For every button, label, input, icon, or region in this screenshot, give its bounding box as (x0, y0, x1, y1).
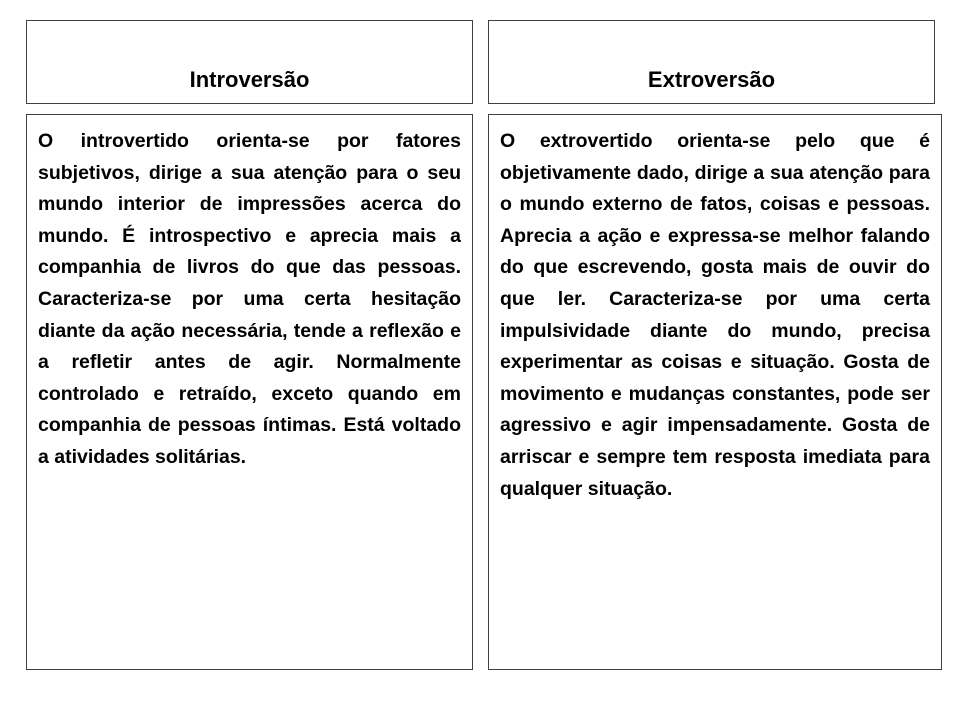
introversion-title: Introversão (189, 67, 310, 92)
extroversion-description: O extrovertido orienta-se pelo que é objetivamente dado, dirige a sua atenção para o mundo externo de fatos, coisas e pessoas. Aprecia a ação e expressa-se melhor falando do que escrevendo, gosta mais de ouvir do que ler. Caracteriza-se por uma certa impulsividade diante do mundo, precisa experimentar as coisas e situação. Gosta de movimento e mudanças constantes, pode ser agressivo e agir impensadamente. Gosta de arriscar e sempre tem resposta imediata para qualquer situação. (500, 130, 930, 500)
introversion-description: O introvertido orienta-se por fatores subjetivos, dirige a sua atenção para o seu mundo interior de impressões acerca do mundo. É introspectivo e aprecia mais a companhia de livros do que das pessoas. Caracteriza-se por uma certa hesitação diante da ação necessária, tende a reflexão e a refletir antes de agir. Normalmente controlado e retraído, exceto quando em companhia de pessoas íntimas. Está voltado a atividades solitárias. (38, 130, 461, 468)
extroversion-description-box (488, 114, 942, 670)
extroversion-header-box (488, 20, 935, 104)
introversion-header-box (26, 20, 473, 104)
extroversion-title: Extroversão (647, 67, 776, 92)
introversion-description-box (26, 114, 473, 670)
